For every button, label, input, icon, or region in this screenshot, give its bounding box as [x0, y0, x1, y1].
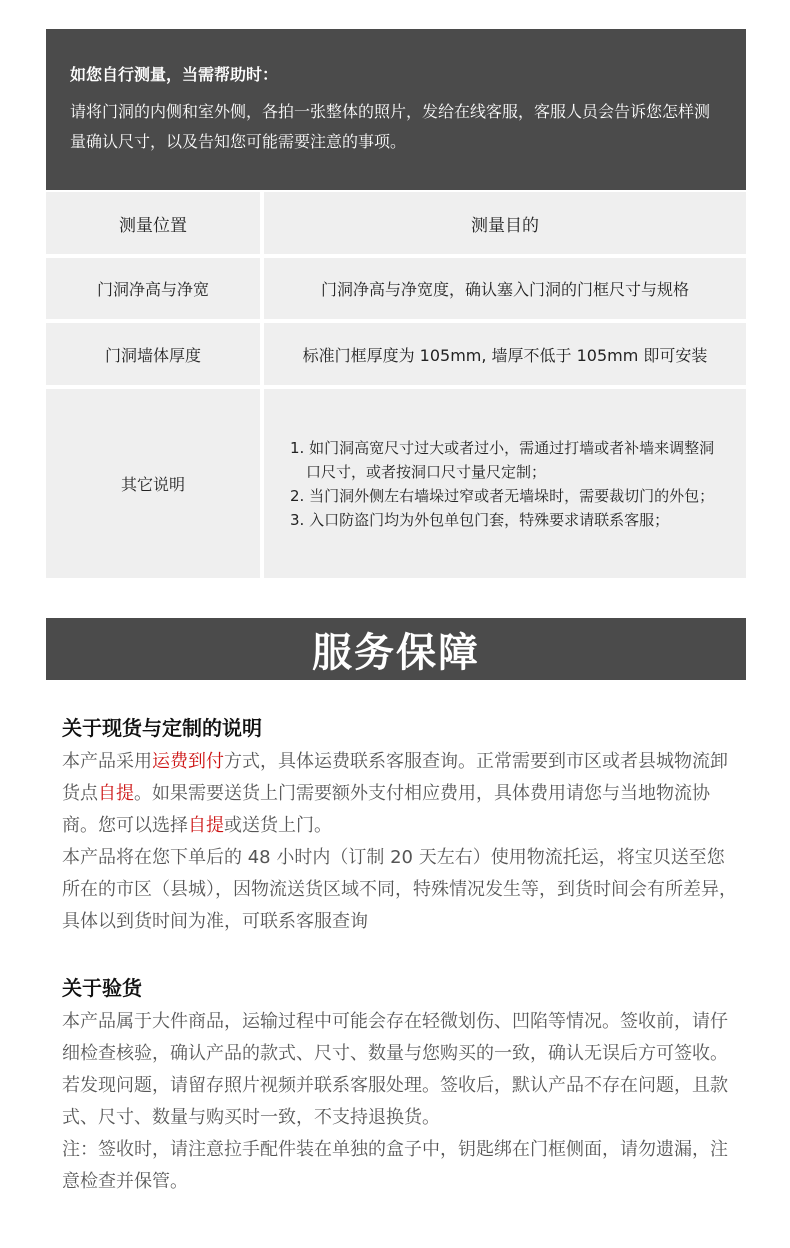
table-row	[46, 258, 746, 319]
table-row	[46, 389, 746, 578]
note-item: 1. 如门洞高宽尺寸过大或者过小，需通过打墙或者补墙来调整洞口尺寸，或者按洞口尺寸量尺定制；	[290, 438, 715, 481]
stock-paragraph-2: 本产品将在您下单后的 48 小时内（订制 20 天左右）使用物流托运，将宝贝送至您所在的市区（县城），因物流送货区域不同，特殊情况发生等，到货时间会有所差异，具体以到货时间为准，可联系客服查询	[62, 847, 737, 932]
header-position: 测量位置	[46, 192, 260, 254]
table-header-row	[46, 192, 746, 254]
service-banner: 服务保障	[46, 618, 746, 680]
stock-title: 关于现货与定制的说明	[62, 716, 262, 740]
inspect-paragraph: 本产品属于大件商品，运输过程中可能会存在轻微划伤、凹陷等情况。签收前，请仔细检查核验，确认产品的款式、尺寸、数量与您购买的一致，确认无误后方可签收。若发现问题，请留存照片视频并联系客服处理。签收后，默认产品不存在问题，且款式、尺寸、数量与购买时一致，不支持退换货。	[62, 1011, 728, 1128]
help-title: 如您自行测量，当需帮助时：	[70, 65, 279, 84]
help-box	[46, 29, 746, 190]
highlight-freight-collect: 运费到付	[152, 751, 224, 772]
measure-table	[46, 192, 746, 582]
stock-paragraph-1: 本产品采用运费到付方式，具体运费联系客服查询。正常需要到市区或者县城物流卸货点自提。如果需要送货上门需要额外支付相应费用，具体费用请您与当地物流协商。您可以选择自提或送货上门。	[62, 751, 728, 836]
note-item: 3. 入口防盗门均为外包单包门套，特殊要求请联系客服；	[290, 510, 670, 529]
row-position: 门洞净高与净宽	[46, 258, 260, 319]
row-position: 门洞墙体厚度	[46, 323, 260, 385]
inspect-title: 关于验货	[62, 976, 142, 1000]
highlight-self-pickup: 自提	[98, 783, 134, 804]
help-body: 请将门洞的内侧和室外侧，各拍一张整体的照片，发给在线客服，客服人员会告诉您怎样测量确认尺寸，以及告知您可能需要注意的事项。	[70, 102, 711, 151]
highlight-self-pickup: 自提	[188, 815, 224, 836]
row-notes	[264, 389, 746, 578]
row-purpose: 标准门框厚度为 105mm, 墙厚不低于 105mm 即可安装	[264, 323, 746, 385]
row-position: 其它说明	[46, 389, 260, 578]
notes-list	[290, 436, 720, 532]
inspect-section	[62, 974, 738, 1198]
table-row	[46, 323, 746, 385]
header-purpose: 测量目的	[264, 192, 746, 254]
inspect-note: 注：签收时，请注意拉手配件装在单独的盒子中，钥匙绑在门框侧面，请勿遗漏，注意检查并保管。	[62, 1139, 728, 1192]
note-item: 2. 当门洞外侧左右墙垛过窄或者无墙垛时，需要裁切门的外包；	[290, 486, 715, 505]
row-purpose: 门洞净高与净宽度，确认塞入门洞的门框尺寸与规格	[264, 258, 746, 319]
stock-section	[62, 714, 738, 938]
